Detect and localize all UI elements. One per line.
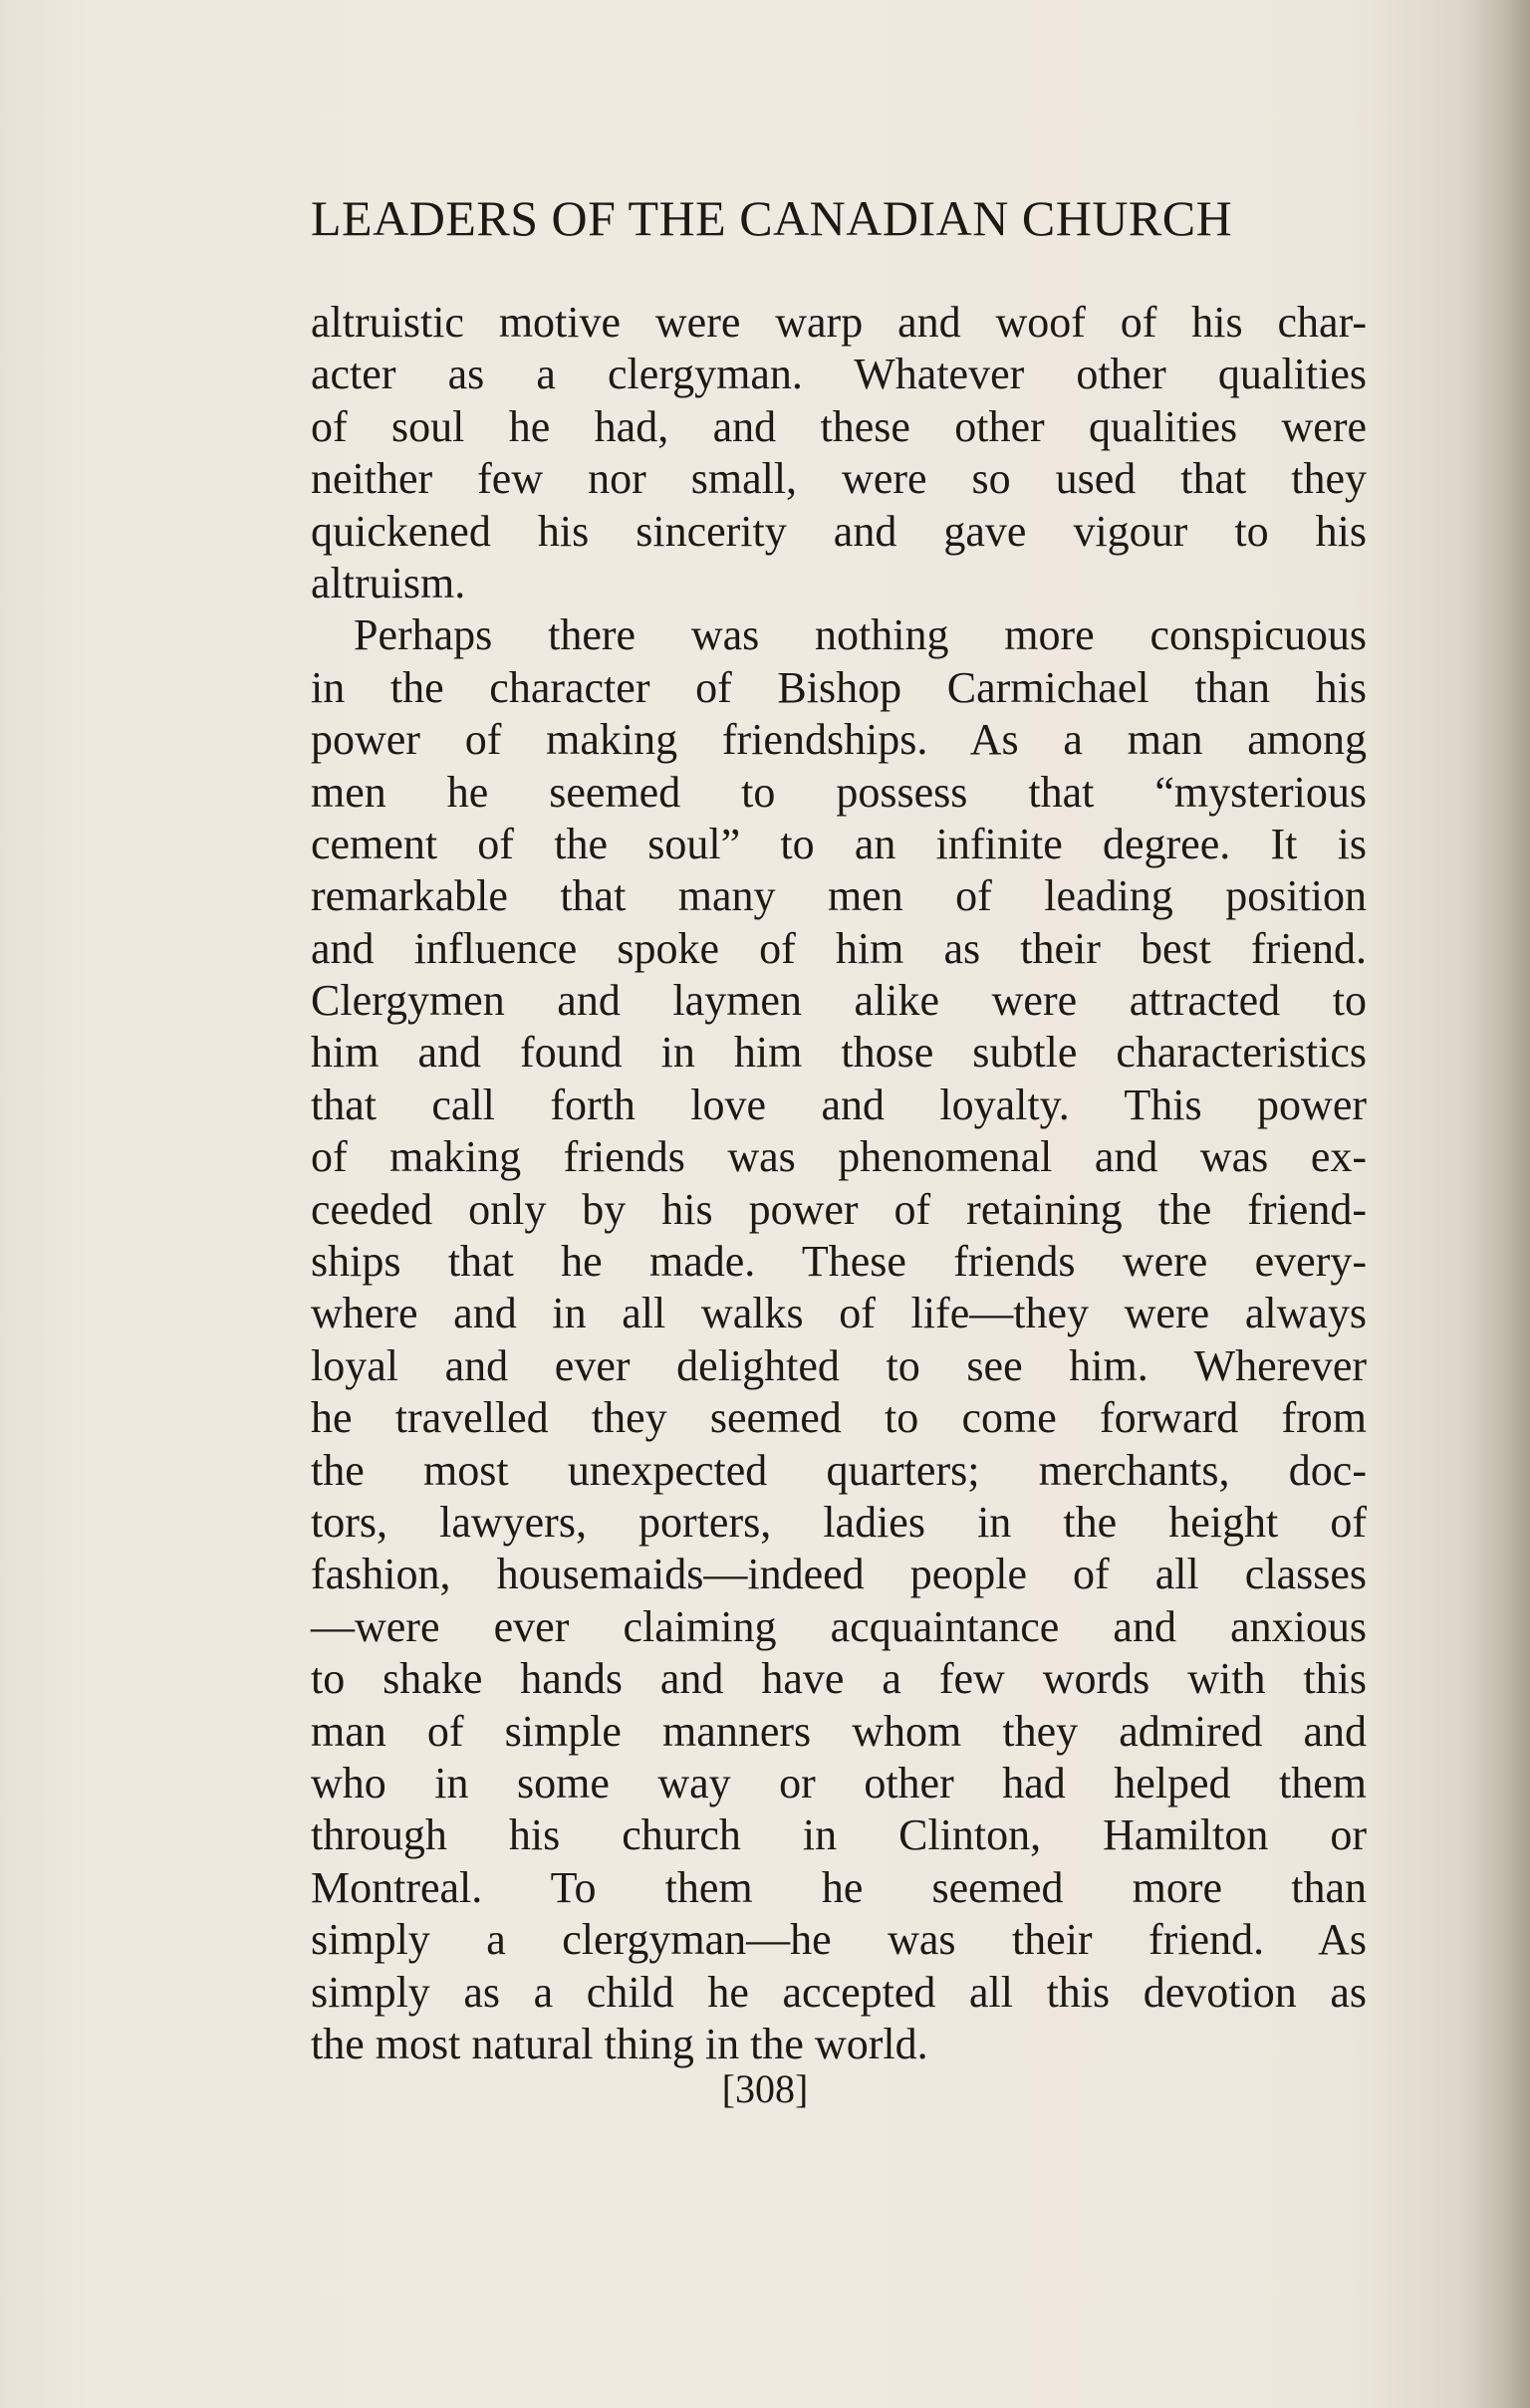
- text-line: he travelled they seemed to come forward from: [311, 1393, 1367, 1443]
- text-line: power of making friendships. As a man among: [311, 715, 1367, 765]
- text-line: through his church in Clinton, Hamilton or: [311, 1810, 1367, 1860]
- text-line: that call forth love and loyalty. This power: [311, 1080, 1367, 1129]
- text-line: ceeded only by his power of retaining the friend-: [311, 1184, 1367, 1234]
- page-number: [308]: [721, 2066, 809, 2111]
- paragraph-2: [311, 609, 1367, 2070]
- text-line: cement of the soul” to an infinite degree. It is: [311, 819, 1367, 868]
- text-line: in the character of Bishop Carmichael than his: [311, 662, 1367, 712]
- text-line: him and found in him those subtle characteristics: [311, 1028, 1367, 1078]
- text-line: neither few nor small, were so used that they: [311, 454, 1367, 504]
- paragraph-1: [311, 297, 1367, 609]
- text-line: men he seemed to possess that “mysterious: [311, 767, 1367, 817]
- text-line: quickened his sincerity and gave vigour to his: [311, 506, 1367, 556]
- text-line: man of simple manners whom they admired and: [311, 1706, 1367, 1756]
- running-head: LEADERS OF THE CANADIAN CHURCH: [311, 190, 1233, 246]
- text-line: loyal and ever delighted to see him. Wherever: [311, 1340, 1367, 1390]
- text-line: to shake hands and have a few words with this: [311, 1654, 1367, 1704]
- text-line: altruism.: [311, 558, 466, 607]
- text-line: ships that he made. These friends were every-: [311, 1237, 1367, 1287]
- text-line: —were ever claiming acquaintance and anxious: [311, 1601, 1367, 1651]
- text-line: Clergymen and laymen alike were attracted to: [311, 976, 1367, 1026]
- text-line: who in some way or other had helped them: [311, 1758, 1367, 1807]
- body-text: [311, 297, 1367, 2070]
- text-line: of making friends was phenomenal and was ex-: [311, 1132, 1367, 1182]
- text-line: altruistic motive were warp and woof of his char-: [311, 298, 1367, 347]
- text-line: the most unexpected quarters; merchants, doc-: [311, 1445, 1367, 1495]
- text-line: fashion, housemaids—indeed people of all classes: [311, 1550, 1367, 1599]
- text-line: Perhaps there was nothing more conspicuous: [354, 610, 1367, 660]
- text-line: remarkable that many men of leading position: [311, 871, 1367, 921]
- text-line: Montreal. To them he seemed more than: [311, 1862, 1367, 1912]
- text-line: of soul he had, and these other qualities were: [311, 401, 1367, 451]
- text-line: simply as a child he accepted all this devotion as: [311, 1967, 1367, 2017]
- text-line: and influence spoke of him as their best friend.: [311, 923, 1367, 973]
- text-line: tors, lawyers, porters, ladies in the height of: [311, 1497, 1367, 1547]
- text-line: acter as a clergyman. Whatever other qualities: [311, 350, 1367, 399]
- text-line: where and in all walks of life—they were always: [311, 1289, 1367, 1338]
- text-line: the most natural thing in the world.: [311, 2019, 928, 2068]
- text-line: simply a clergyman—he was their friend. As: [311, 1915, 1367, 1965]
- page-edge-shadow: [1460, 0, 1530, 2408]
